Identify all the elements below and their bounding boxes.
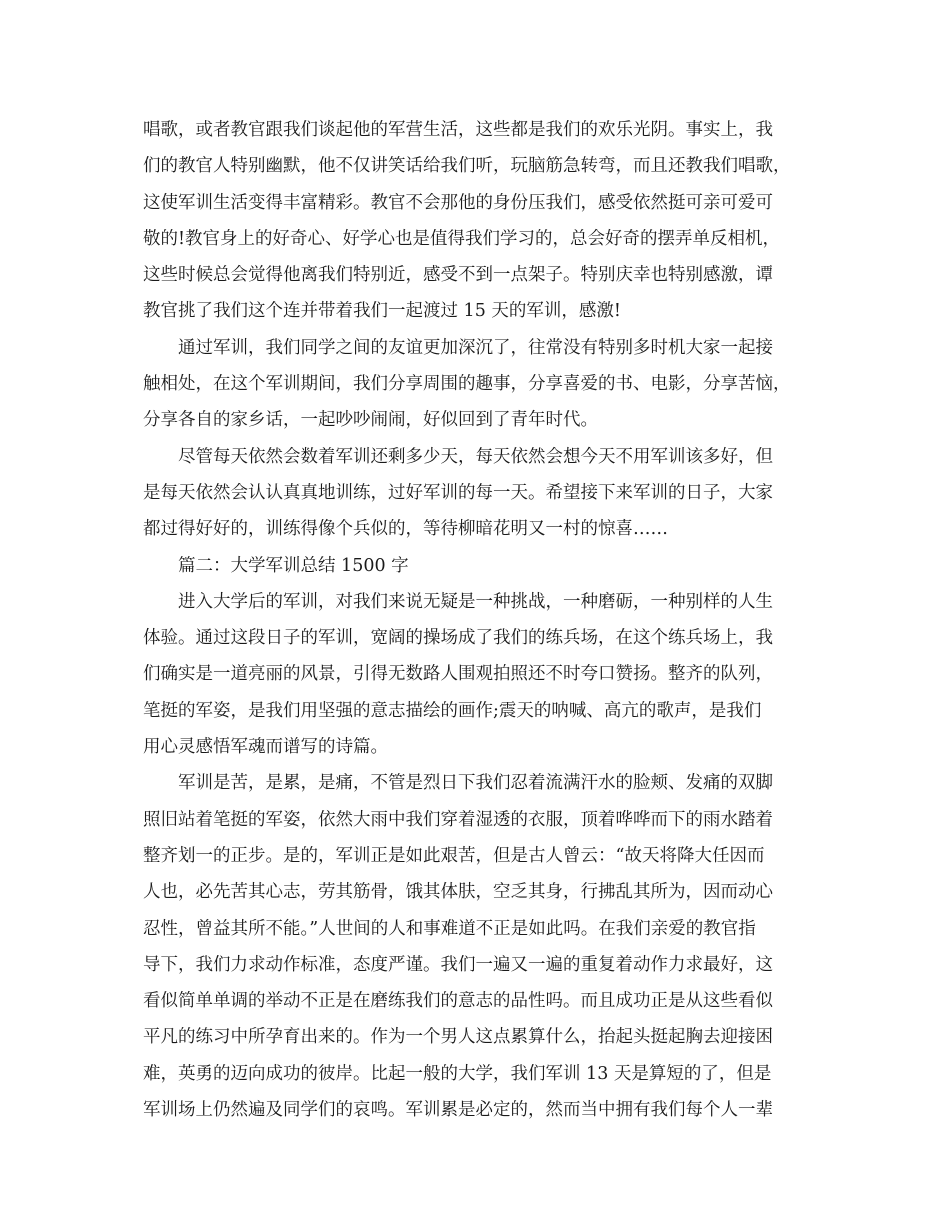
text-line: 触相处，在这个军训期间，我们分享周围的趣事，分享喜爱的书、电影，分享苦恼， xyxy=(143,374,791,395)
text-line: 都过得好好的，训练得像个兵似的，等待柳暗花明又一村的惊喜…… xyxy=(143,519,668,540)
text-line: 平凡的练习中所孕育出来的。作为一个男人这点累算什么，抬起头挺起胸去迎接困 xyxy=(143,1027,773,1048)
text-line: 通过军训，我们同学之间的友谊更加深沉了，往常没有特别多时机大家一起接 xyxy=(178,337,773,358)
section-heading: 篇二：大学军训总结 1500 字 xyxy=(178,555,409,576)
text-line: 军训场上仍然遍及同学们的哀鸣。军训累是必定的，然而当中拥有我们每个人一辈 xyxy=(143,1100,773,1121)
text-line: 这使军训生活变得丰富精彩。教官不会那他的身份压我们，感受依然挺可亲可爱可 xyxy=(143,192,773,213)
text-line: 这些时候总会觉得他离我们特别近，感受不到一点架子。特别庆幸也特别感激，谭 xyxy=(143,265,773,286)
text-line: 军训是苦，是累，是痛，不管是烈日下我们忍着流满汗水的脸颊、发痛的双脚 xyxy=(178,773,773,794)
text-line: 进入大学后的军训，对我们来说无疑是一种挑战，一种磨砺，一种别样的人生 xyxy=(178,591,773,612)
text-line: 人也，必先苦其心志，劳其筋骨，饿其体肤，空乏其身，行拂乱其所为，因而动心 xyxy=(143,882,773,903)
text-line: 尽管每天依然会数着军训还剩多少天，每天依然会想今天不用军训该多好，但 xyxy=(178,446,773,467)
text-line: 们确实是一道亮丽的风景，引得无数路人围观拍照还不时夸口赞扬。整齐的队列， xyxy=(143,664,773,685)
text-line: 笔挺的军姿，是我们用坚强的意志描绘的画作;震天的呐喊、高亢的歌声，是我们 xyxy=(143,700,762,721)
text-line: 是每天依然会认认真真地训练，过好军训的每一天。希望接下来军训的日子，大家 xyxy=(143,482,773,503)
text-line: 看似简单单调的举动不正是在磨练我们的意志的品性吗。而且成功正是从这些看似 xyxy=(143,991,773,1012)
text-line: 唱歌，或者教官跟我们谈起他的军营生活，这些都是我们的欢乐光阴。事实上，我 xyxy=(143,120,773,140)
text-line: 用心灵感悟军魂而谱写的诗篇。 xyxy=(143,737,388,758)
text-line: 教官挑了我们这个连并带着我们一起渡过 15 天的军训，感激! xyxy=(143,301,621,322)
document-body xyxy=(143,112,813,1128)
text-line: 难，英勇的迈向成功的彼岸。比起一般的大学，我们军训 13 天是算短的了，但是 xyxy=(143,1063,772,1084)
text-line: 体验。通过这段日子的军训，宽阔的操场成了我们的练兵场，在这个练兵场上，我 xyxy=(143,628,773,649)
text-line: 分享各自的家乡话，一起吵吵闹闹，好似回到了青年时代。 xyxy=(143,410,598,431)
text-line: 照旧站着笔挺的军姿，依然大雨中我们穿着湿透的衣服，顶着哗哗而下的雨水踏着 xyxy=(143,809,773,830)
text-line: 整齐划一的正步。是的，军训正是如此艰苦，但是古人曾云：“故天将降大任因而 xyxy=(143,845,765,866)
text-line: 忍性，曾益其所不能。”人世间的人和事难道不正是如此吗。在我们亲爱的教官指 xyxy=(143,918,756,939)
text-line: 导下，我们力求动作标准，态度严谨。我们一遍又一遍的重复着动作力求最好，这 xyxy=(143,954,773,975)
text-line: 敬的!教官身上的好奇心、好学心也是值得我们学习的，总会好奇的摆弄单反相机， xyxy=(143,228,781,249)
text-line: 们的教官人特别幽默，他不仅讲笑话给我们听，玩脑筋急转弯，而且还教我们唱歌， xyxy=(143,156,791,177)
